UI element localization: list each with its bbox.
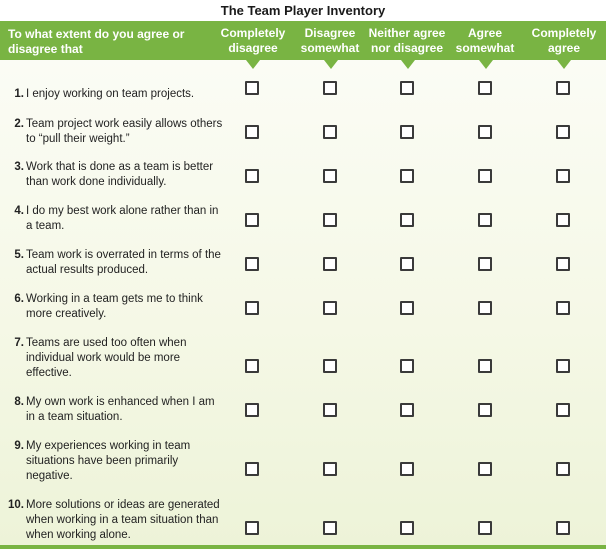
scale-heading-completely-disagree [212,26,294,56]
scale-heading-line: disagree [228,41,278,55]
response-checkbox[interactable] [245,81,259,95]
column-arrow-icon [557,60,571,69]
response-checkbox[interactable] [556,125,570,139]
column-arrow-icon [479,60,493,69]
response-checkbox[interactable] [323,169,337,183]
scale-heading-line: Completely [531,26,597,40]
bottom-band [0,545,606,549]
response-checkbox[interactable] [400,403,414,417]
response-checkbox[interactable] [245,213,259,227]
response-checkbox[interactable] [400,359,414,373]
scale-heading-line: Neither agree [368,26,446,40]
response-checkbox[interactable] [245,125,259,139]
question-number: 8. [14,396,24,408]
question-text: Work that is done as a team is better than work done individually. [26,161,214,188]
question-number: 6. [14,293,24,305]
scale-heading-disagree-somewhat [289,26,371,56]
response-checkbox[interactable] [400,301,414,315]
question-text: Working in a team gets me to think more creatively. [26,293,203,320]
response-checkbox[interactable] [556,301,570,315]
response-checkbox[interactable] [323,257,337,271]
response-checkbox[interactable] [323,301,337,315]
response-checkbox[interactable] [323,213,337,227]
response-checkbox[interactable] [323,462,337,476]
response-checkbox[interactable] [556,359,570,373]
question-number: 3. [14,161,24,173]
response-checkbox[interactable] [478,169,492,183]
scale-heading-neither [366,26,448,56]
response-checkbox[interactable] [556,213,570,227]
response-checkbox[interactable] [556,521,570,535]
response-checkbox[interactable] [478,462,492,476]
response-checkbox[interactable] [556,403,570,417]
question-text: More solutions or ideas are generated when working in a team situation than when working alone. [26,499,220,541]
response-checkbox[interactable] [245,301,259,315]
scale-heading-completely-agree [523,26,605,56]
question-number: 1. [14,88,24,100]
question-prompt: To what extent do you agree or disagree that [8,27,185,56]
scale-heading-line: Disagree [304,26,356,40]
question-text: Teams are used too often when individual work would be more effective. [26,337,187,379]
question-text: Team project work easily allows others to “pull their weight.” [26,118,223,145]
response-checkbox[interactable] [323,403,337,417]
response-checkbox[interactable] [556,81,570,95]
response-checkbox[interactable] [400,81,414,95]
response-checkbox[interactable] [478,257,492,271]
response-checkbox[interactable] [245,169,259,183]
scale-heading-line: agree [547,41,581,55]
inventory-title: The Team Player Inventory [220,2,386,18]
response-checkbox[interactable] [478,213,492,227]
response-checkbox[interactable] [556,257,570,271]
response-checkbox[interactable] [323,81,337,95]
question-number: 7. [14,337,24,349]
scale-heading-line: nor disagree [370,41,444,55]
response-checkbox[interactable] [245,403,259,417]
response-checkbox[interactable] [400,125,414,139]
question-text: My own work is enhanced when I am in a team situation. [26,396,215,423]
scale-heading-agree-somewhat [444,26,526,56]
response-checkbox[interactable] [400,169,414,183]
response-checkbox[interactable] [478,403,492,417]
column-arrow-icon [246,60,260,69]
scale-heading-line: Agree [467,26,502,40]
question-text: My experiences working in team situations have been primarily negative. [26,440,191,482]
response-checkbox[interactable] [478,359,492,373]
response-checkbox[interactable] [400,521,414,535]
question-number: 9. [14,440,24,452]
response-checkbox[interactable] [478,301,492,315]
response-checkbox[interactable] [245,257,259,271]
question-number: 2. [14,118,24,130]
response-checkbox[interactable] [323,359,337,373]
question-text: Team work is overrated in terms of the actual results produced. [26,249,221,276]
response-checkbox[interactable] [245,462,259,476]
header-band [0,21,606,60]
response-checkbox[interactable] [245,521,259,535]
question-number: 4. [14,205,24,217]
response-checkbox[interactable] [478,81,492,95]
response-checkbox[interactable] [478,125,492,139]
question-text: I do my best work alone rather than in a team. [26,205,219,232]
response-checkbox[interactable] [400,462,414,476]
response-checkbox[interactable] [323,125,337,139]
response-checkbox[interactable] [556,462,570,476]
scale-heading-line: Completely [220,26,286,40]
response-checkbox[interactable] [400,213,414,227]
response-checkbox[interactable] [478,521,492,535]
scale-heading-line: somewhat [300,41,360,55]
response-checkbox[interactable] [400,257,414,271]
column-arrow-icon [401,60,415,69]
response-checkbox[interactable] [556,169,570,183]
column-arrow-icon [324,60,338,69]
question-number: 10. [8,499,24,511]
question-number: 5. [14,249,24,261]
question-text: I enjoy working on team projects. [26,88,195,100]
response-checkbox[interactable] [245,359,259,373]
scale-heading-line: somewhat [455,41,515,55]
response-checkbox[interactable] [323,521,337,535]
